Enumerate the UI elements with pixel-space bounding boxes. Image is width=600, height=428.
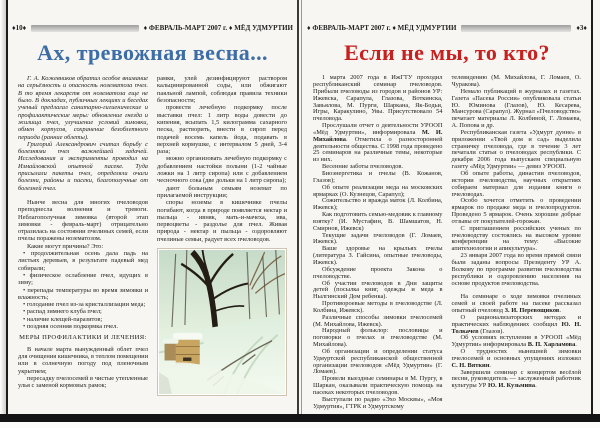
paragraph: провести лечебную подкормку после выставки пчел: 1 литр воды довести до кипения, всыпать 1,5 килограмма сахарного песка, растворить, внести в сироп перед подачей восемь капель йода, подавать в верхней кормушке, с интервалом 5 дней, 3-4 раза; — [157, 104, 287, 156]
paragraph: Обсуждение проекта Закона о пчеловодстве. — [313, 265, 443, 280]
paragraph: Григорий Александрович считал борьбу с болезнями пчел важнейшей задачей. Исследования и эксперименты проводил на Измайловской опытной пасеке. Туда присылали пакеты пчел, определяли очаги болезни, районы и пасеки, благополучные от болезней пчел. — [18, 140, 148, 192]
paragraph: Весенние заботы пчеловодов. — [322, 163, 404, 171]
paragraph: В начале марта вынужденный облет пчел для очищения кишечника, в теплом помещении или в солнечную погоду под пленочным укрытием; — [18, 345, 148, 375]
paragraph: • распад зимнего клуба пчел; — [23, 308, 102, 316]
paragraph: Выступали по радио «Эхо Москвы», «Моя Удмуртия», ГТРК и Удмуртскому — [313, 395, 443, 410]
right-article-body — [303, 74, 591, 410]
left-issue-header: ♦ ФЕВРАЛЬ-МАРТ 2007 г. ♦ МЁД УДМУРТИИ — [143, 24, 293, 32]
right-page-header — [303, 24, 591, 32]
left-article-body — [8, 75, 297, 397]
left-spine-line — [6, 0, 8, 414]
paragraph: С приглашением российских ученых по пчеловодству состоялись на высоком уровне конференции на тему: «Высокие апитехнологии и апикультура». — [451, 224, 581, 253]
paragraph: Г. А. Кожевников обратил особое внимание на серьёзность и опасность нозематоза пчел. В то время лекарств от нозематоза еще не было. В докладах, публичных лекциях и беседах ученый предлагал санитарно-гигиенические и профилактические меры: обновление гнезда и жилища пчел, улучшение условий зимовки, обмен корпусов, сохранение безоблетного периода (ранние облеты). — [18, 75, 148, 141]
paragraph: Об условиях вступления в УРООП «Мёд Удмуртии» информировала В. П. Харламова. — [451, 334, 581, 349]
paragraph: Провели выездные семинары в М. Пургу, в Шаркан, оказывали практическую помощь на пасеках некоторых пчеловодов. — [313, 375, 443, 396]
page-left — [8, 0, 297, 414]
paragraph: • продолжительная осень дала падь на листьях деревьев, в результате падевый мед собирали; — [18, 250, 148, 272]
article-column — [157, 75, 287, 397]
paragraph: Различные способы зимовки пчелосемей (М. Михайлова, Ижевск). — [313, 313, 443, 328]
paragraph: Особо хочется отметить о проведении ярмарок по продаже меда и пчелопродуктов. Проведено 5 ярмарок. Очень хорошие добрые отзывы от покупателей-горожан. — [451, 197, 581, 225]
paragraph: Об участии пчеловодов в Дни защиты детей (посылка книг, одежды и меда в Нылгинский Дом ребенка). — [313, 279, 443, 301]
article-column — [452, 75, 582, 397]
center-gutter-line-light — [301, 0, 302, 414]
scan-bottom-margin — [0, 422, 600, 428]
paragraph: рамки, улей дезинфицируют раствором кальцинированной соды, или обжигают паяльной лампой, соблюдая правила техники безопасности; — [157, 75, 287, 105]
paragraph: 23 января 2007 года во время прямой связи были заданы вопросы Президенту УР А. Волкову по программе развития пчеловодства республики и оздоровлению населения на основе продуктов пчеловодства. — [451, 252, 581, 287]
scan-bottom-bar — [0, 414, 600, 422]
paragraph: Республиканская газета «Удмурт дунне» в приложении «Твой дом и сад» выделила страничку пчеловода, где в течение 3 лет печатали статьи о пчеловодах республики. С декабря 2006 года выпускаем специальную газету «Мёд Удмуртии» — девиз УРООП. — [451, 128, 581, 171]
paragraph: Немало публикаций в журналах и газетах. Газета «Пасека России» опубликовала статьи Ю. Юминова (Глазов), Ю. Кесарева, Мансурова (Сарапул). Журнал «Пчеловодство» печатает материалы Л. Колбиной, Г. Ломаева, А. Попова и др. — [451, 87, 581, 130]
paragraph: Противороевые методы в пчеловодстве (Л. Колбина, Ижевск). — [313, 300, 443, 314]
paragraph: Сожительство и вражда маток (Л. Колбина, Ижевск); — [313, 197, 443, 212]
paragraph: Об опыте работы, династии пчеловодов, истории пчеловодства, научных открытиях собираем материал для издания книги о пчеловодах. — [451, 170, 581, 198]
paragraph: дают больным семьям ноземат по прилагаемой инструкции; — [157, 184, 287, 199]
right-page-title: Если не мы, то кто? — [344, 40, 550, 65]
paragraph: На семинаре о ходе зимовки пчелиных семей и своей работе на пасеке рассказал опытный пчеловод З. И. Перевощиков. — [451, 293, 581, 315]
paragraph: МЕРЫ ПРОФИЛАКТИКИ И ЛЕЧЕНИЯ: — [19, 334, 147, 342]
paragraph: • голодание пчел из-за кристаллизации меда; — [23, 301, 146, 309]
left-page-number: ♦10♦ — [12, 24, 27, 32]
right-issue-header: ♦ ФЕВРАЛЬ-МАРТ 2007 г. ♦ МЁД УДМУРТИИ — [307, 24, 457, 32]
right-spine-line — [591, 0, 593, 414]
paragraph: О трудностях нынешней зимовки пчелосемей и основных упущениях изложил С. Н. Вяткин. — [451, 348, 581, 369]
left-page-header — [8, 24, 297, 32]
paragraph: Ваше здоровье на крыльях пчелы (литература З. Гайсина, опытные пчеловоды, Ижевск). — [313, 245, 443, 266]
center-gutter-line — [297, 0, 299, 414]
paragraph: телевидению (М. Михайлова, Г. Ломаев, О. Чуракова). — [451, 74, 581, 89]
paragraph: споры ноземы в кишечнике пчелы погибают, когда в природе появляется нектар и пыльца - ивняк, мать-и-мачеха, ива, первоцветы - раздолье для пчел. Живая природа - нектар и пыльца - оздоровляют пчелиные семьи, радует всех пчеловодов. — [157, 199, 287, 243]
paragraph: Об организации и определении статуса Удмуртской республиканской общественной организации пчеловодов «Мёд Удмуртии» (Г. Ломаев). — [313, 347, 443, 376]
paragraph: Прослушали отчет о деятельности УРООП «Мёд Удмуртии», информировала М. И. Михайлова. Отметила о разносторонней деятельности общества. С 1998 года проведено 25 семинаров на различные темы, некоторые из них. — [313, 122, 443, 164]
paragraph: • наличие клещей-паразитов; — [23, 315, 103, 323]
paragraph: Завершили семинар с концертом весёлой песни, руководитель — заслуженный работник культуры УР Ю. И. Кузьмина. — [451, 368, 581, 390]
header-divider-strip — [461, 25, 571, 32]
paragraph: пересадку пчелосемей в чистые утепленные улья с заменой кормовых рамок; — [18, 374, 148, 390]
paragraph: • перепады температуры во время зимовки и влажность; — [18, 286, 148, 301]
paragraph: Как подготовить семью-медовик к главному взятку? (И. Мустафин, В. Шамшатов, Н. Смирнов, Ижевск) — [313, 211, 443, 232]
paragraph: можно организовать лечебную подкормку с добавлением настойки полыни (1-2 чайные ложки на 1 литр сиропа) или с добавлением чесночного сока (две дольки на 1 литр сиропа); — [157, 155, 287, 185]
paragraph: 1 марта 2007 года в ИжГТУ проходил республиканский семинар пчеловодов. Прибыли пчеловоды из городов и районов УР: Ижевска, Сарапула, Глазова, Воткинска, Завьялова, М. Пурги, Шаркана, Як-Бодьи, Игры, Каракулино, Увы. Присутствовало 54 пчеловода. — [313, 74, 443, 123]
page-right — [303, 0, 591, 414]
paragraph: Биоэнергетика и пчелы (В. Кожанов, Глазов); — [313, 170, 443, 184]
paragraph: Нынче весна для многих пчеловодов преподнесла волнения и тревоги. Неблагополучная зимовка (второй этап зимовки - февраль-март) отрицательно отразилась на состоянии пчелиных семей, если пчелы поражены нозематозом. — [18, 198, 148, 243]
article-column — [313, 74, 443, 410]
article-column — [18, 75, 148, 397]
header-divider-strip — [31, 25, 138, 32]
left-page-title: Ах, тревожная весна... — [37, 40, 268, 65]
paragraph: Текущие задачи пчеловодов (Г. Ломаев, Ижевск). — [313, 231, 443, 246]
paragraph: О рационализаторских методах и практических наблюдениях сообщил Ю. Н. Толкачев (Глазов). — [451, 313, 581, 335]
paragraph: • физическое ослабление пчел, идущих в зиму; — [18, 271, 148, 287]
paragraph: Какие могут причины? Это: — [27, 242, 104, 250]
paragraph: Об опыте реализации меда на московских ярмарках (О. Кузнецов, Сарапул); — [313, 183, 443, 198]
right-page-number: ♦3♦ — [576, 24, 587, 32]
paragraph: • поздняя осенняя подкормка пчел. — [23, 322, 118, 330]
winter-apiary-photo — [157, 248, 287, 396]
paragraph: Народный фольклор: пословицы и поговорки о пчелах и пчеловодстве (М. Михайлова). — [313, 327, 443, 349]
